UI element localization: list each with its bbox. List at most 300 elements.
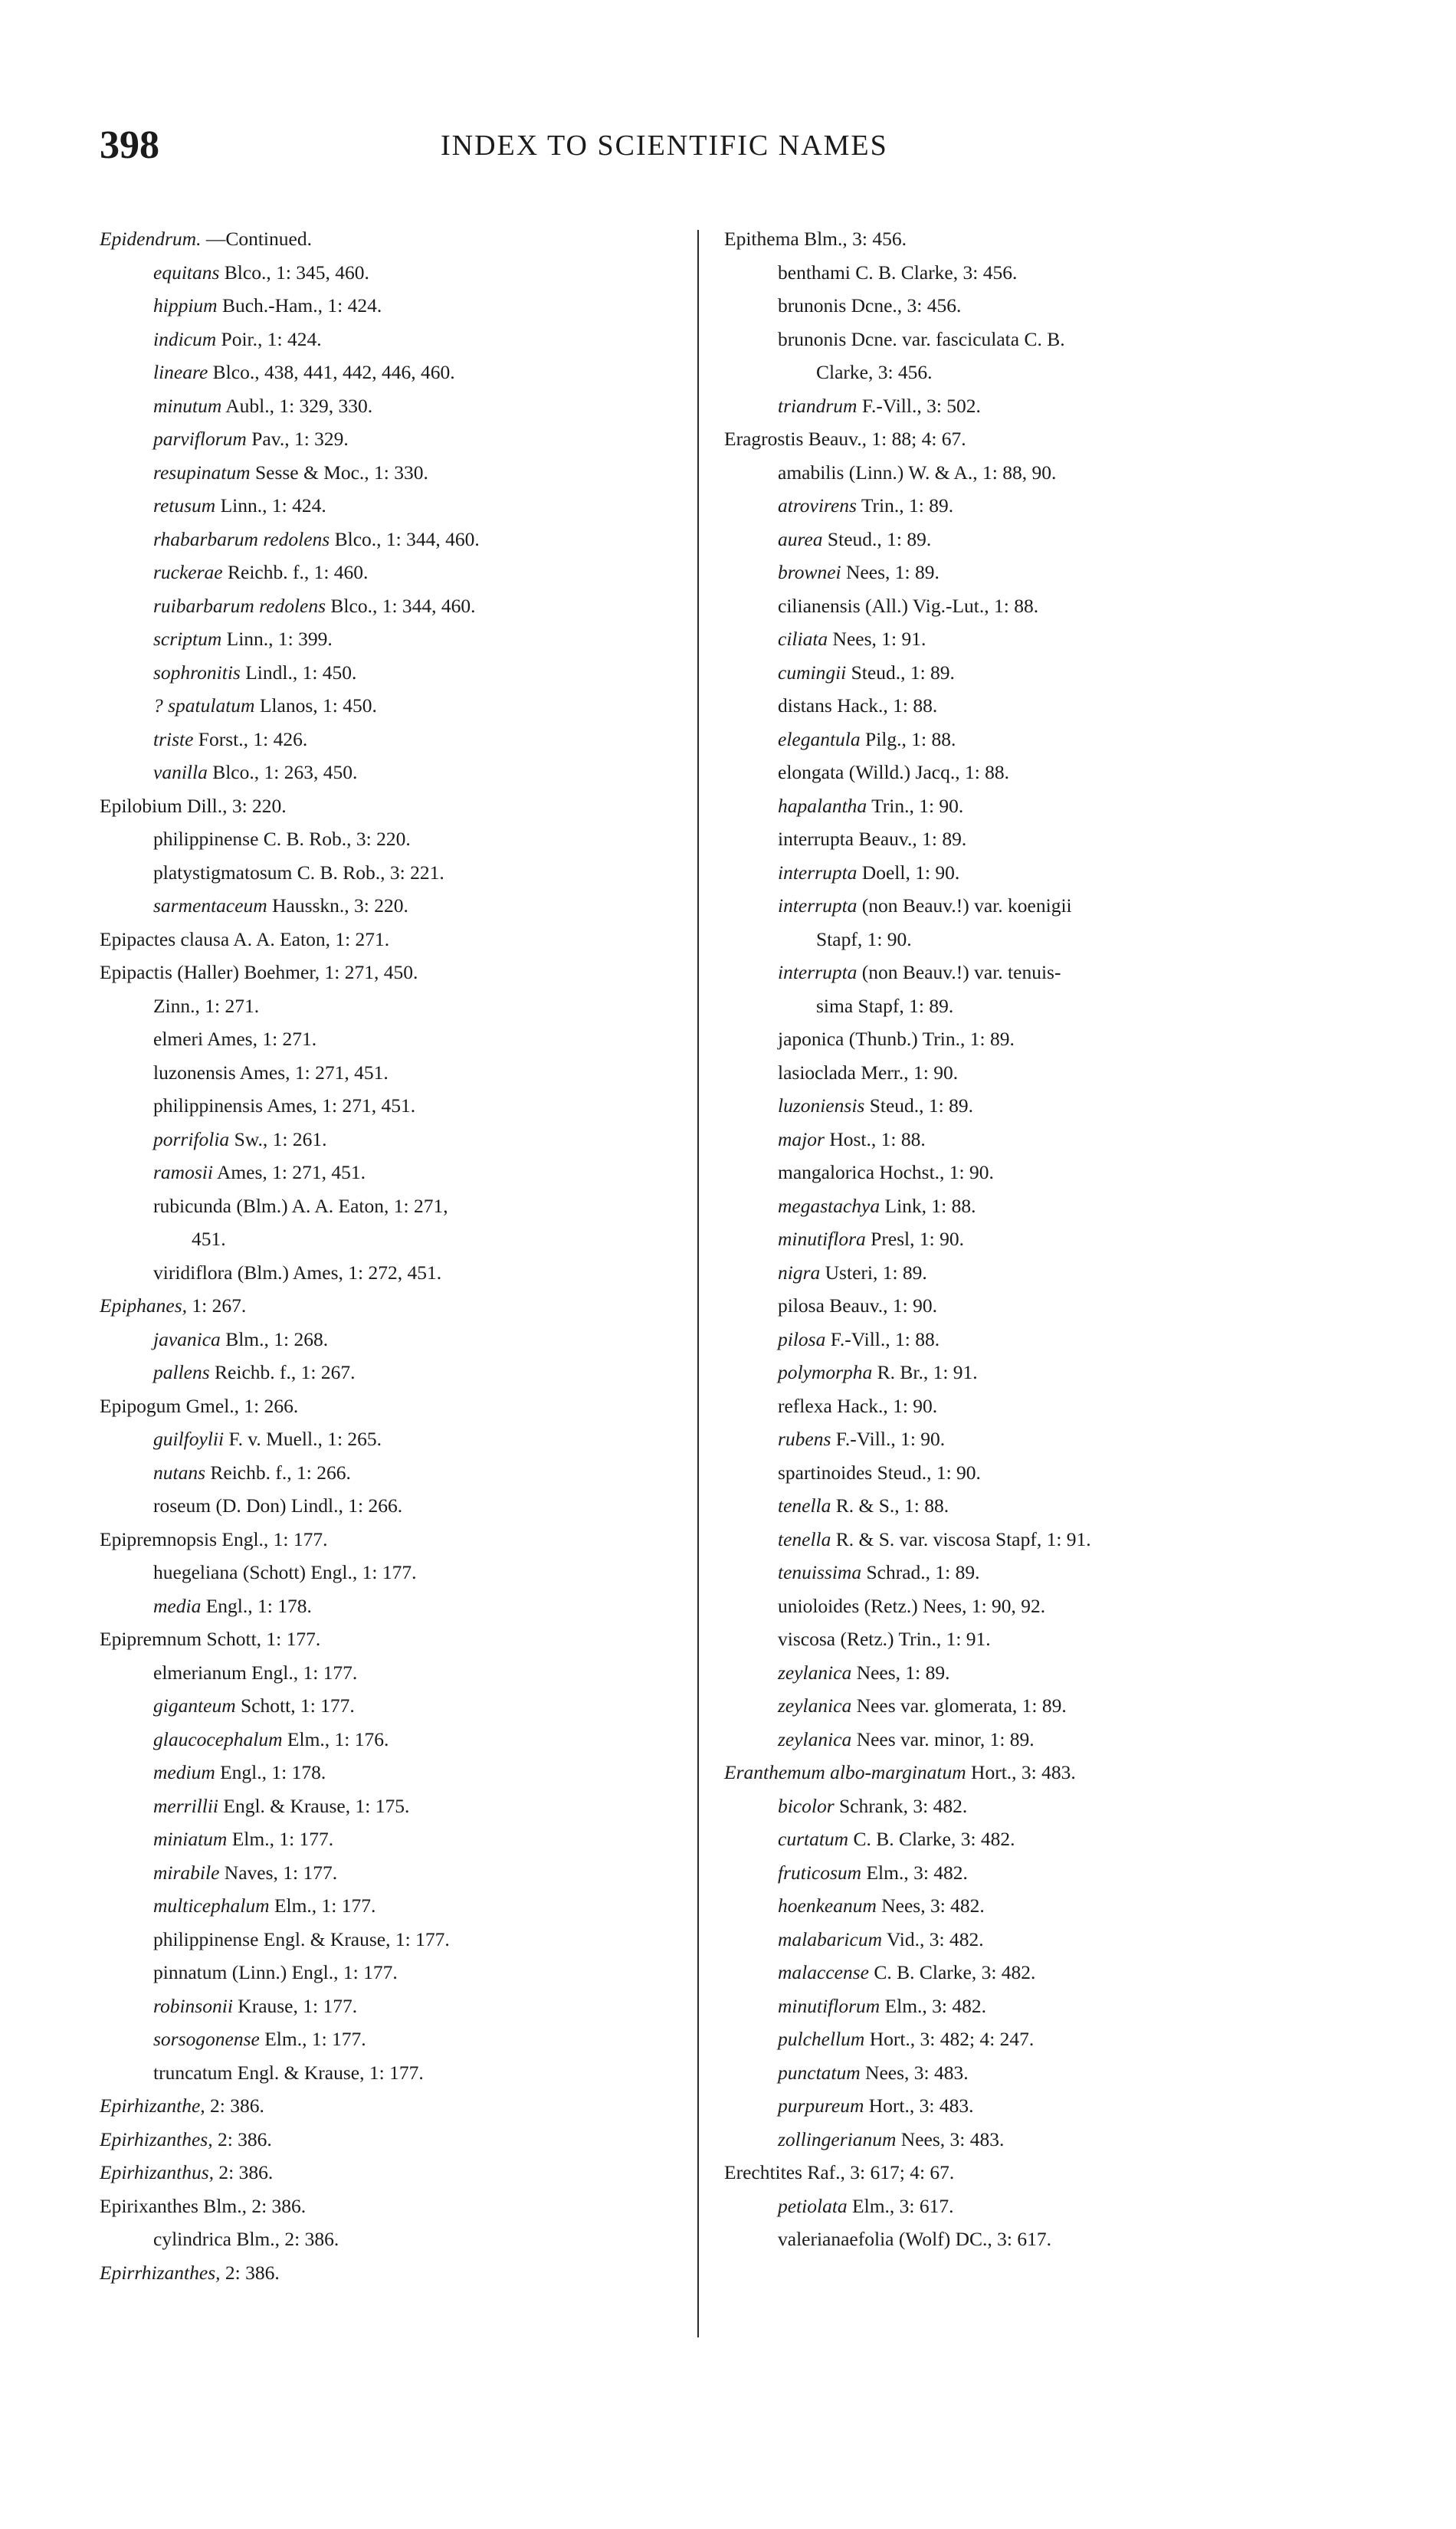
entry-name: philippinense (153, 1927, 259, 1950)
index-entry (724, 2022, 1330, 2056)
index-entry (724, 822, 1330, 856)
entry-reference: Ames, 1: 271. (207, 1028, 317, 1050)
index-entry (100, 1123, 682, 1156)
index-entry (100, 822, 682, 856)
index-entry (100, 1456, 682, 1490)
entry-reference: Schott, 1: 177. (241, 1694, 355, 1717)
entry-name: rhabarbarum redolens (153, 527, 330, 550)
entry-name: elegantula (778, 727, 861, 750)
entry-reference: —Continued. (205, 228, 312, 250)
index-entry (100, 1256, 682, 1290)
entry-name: merrillii (153, 1794, 219, 1817)
index-entry (100, 723, 682, 756)
entry-name: major (778, 1127, 825, 1150)
index-entry (100, 2156, 682, 2190)
entry-reference: Nees, 1: 89. (856, 1661, 950, 1684)
index-entry (100, 256, 682, 290)
index-entry (724, 589, 1330, 623)
index-entry (724, 289, 1330, 323)
entry-continuation: Stapf, 1: 90. (816, 927, 912, 950)
entry-name: Erechtites (724, 2161, 802, 2183)
entry-name: ciliata (778, 628, 828, 650)
entry-name: elmeri (153, 1028, 204, 1050)
index-entry (100, 1589, 682, 1623)
entry-name: philippinensis (153, 1094, 264, 1117)
entry-name: sarmentaceum (153, 894, 267, 917)
entry-reference: Usteri, 1: 89. (825, 1261, 927, 1284)
index-entry (724, 1889, 1330, 1923)
index-entry (724, 1689, 1330, 1723)
index-entry (100, 1923, 682, 1957)
index-entry (724, 2056, 1330, 2090)
entry-name: triandrum (778, 394, 858, 417)
entry-continuation: Zinn., 1: 271. (153, 994, 260, 1017)
entry-reference: Reichb. f., 1: 266. (210, 1461, 351, 1484)
entry-name: purpureum (778, 2094, 864, 2117)
entry-name: punctatum (778, 2061, 861, 2084)
entry-name: atrovirens (778, 494, 857, 517)
entry-reference: Doell, 1: 90. (861, 861, 960, 884)
index-entry (724, 1556, 1330, 1589)
entry-reference: C. B. Rob., 3: 220. (263, 828, 411, 850)
entry-reference: Beauv., 1: 90. (829, 1294, 937, 1317)
index-entry (724, 222, 1330, 256)
entry-name: Epipactis (100, 961, 172, 983)
entry-reference: Sesse & Moc., 1: 330. (254, 461, 428, 484)
entry-name: Eranthemum albo-marginatum (724, 1761, 966, 1783)
entry-reference: Schott, 1: 177. (206, 1628, 321, 1650)
entry-reference: Ames, 1: 271, 451. (239, 1061, 389, 1084)
entry-name: glaucocephalum (153, 1727, 283, 1750)
index-entry (100, 1323, 682, 1356)
entry-reference: Engl., 1: 177. (221, 1527, 328, 1550)
entry-name: mirabile (153, 1861, 220, 1884)
entry-reference: Steud., 1: 89. (869, 1094, 974, 1117)
entry-reference: Elm., 1: 177. (231, 1828, 334, 1850)
index-entry (724, 1589, 1330, 1623)
entry-reference: Dill., 3: 220. (187, 794, 287, 817)
running-title: INDEX TO SCIENTIFIC NAMES (441, 130, 888, 162)
entry-reference: Dcne. var. fasciculata C. B. (851, 327, 1065, 350)
entry-name: malabaricum (778, 1927, 882, 1950)
entry-reference: Beauv., 1: 89. (858, 828, 967, 850)
entry-name: Epipremnum (100, 1628, 202, 1650)
entry-name: huegeliana (153, 1561, 238, 1583)
page-number: 398 (100, 123, 159, 167)
entry-name: ? spatulatum (153, 694, 255, 717)
entry-name: nutans (153, 1461, 206, 1484)
entry-reference: Dcne., 3: 456. (851, 294, 962, 317)
entry-reference: Elm., 3: 482. (866, 1861, 968, 1884)
entry-name: Epilobium (100, 794, 182, 817)
entry-reference: Blm., 3: 456. (804, 228, 907, 250)
index-entry (724, 1256, 1330, 1290)
entry-name: pallens (153, 1361, 210, 1383)
entry-name: porrifolia (153, 1127, 230, 1150)
entry-name: ruibarbarum redolens (153, 594, 326, 617)
entry-name: rubens (778, 1428, 831, 1450)
entry-name: Epiphanes, (100, 1294, 188, 1317)
index-entry (100, 2123, 682, 2157)
entry-reference: Hack., 1: 88. (837, 694, 938, 717)
entry-reference: R. & S. var. viscosa Stapf, 1: 91. (835, 1527, 1091, 1550)
entry-reference: F. v. Muell., 1: 265. (228, 1428, 382, 1450)
index-entry (100, 1523, 682, 1556)
entry-name: brunonis (778, 327, 847, 350)
entry-continuation: sima Stapf, 1: 89. (816, 994, 954, 1017)
entry-reference: Hort., 3: 482; 4: 247. (869, 2028, 1035, 2050)
entry-reference: Ames, 1: 271, 451. (216, 1161, 366, 1183)
index-entry (724, 1089, 1330, 1123)
entry-reference: (D. Don) Lindl., 1: 266. (215, 1494, 403, 1517)
entry-name: minutum (153, 394, 222, 417)
entry-name: pulchellum (778, 2028, 865, 2050)
entry-reference: Blco., 1: 345, 460. (224, 261, 369, 284)
entry-name: giganteum (153, 1694, 236, 1717)
index-entry (100, 2089, 682, 2123)
index-entry (724, 1989, 1330, 2023)
entry-name: interrupta (778, 894, 858, 917)
entry-reference: Blco., 1: 263, 450. (212, 761, 358, 783)
entry-name: multicephalum (153, 1894, 270, 1917)
entry-reference: Linn., 1: 424. (220, 494, 326, 517)
entry-reference: (Wolf) DC., 3: 617. (898, 2228, 1051, 2250)
index-entry (100, 1723, 682, 1757)
entry-name: elmerianum (153, 1661, 247, 1684)
entry-reference: Hochst., 1: 90. (879, 1161, 994, 1183)
index-entry (724, 1156, 1330, 1189)
entry-name: platystigmatosum (153, 861, 293, 884)
entry-reference: Nees, 3: 482. (881, 1894, 985, 1917)
index-entry (100, 1189, 682, 1223)
entry-reference: Nees, 3: 483. (865, 2061, 969, 2084)
right-column (724, 222, 1330, 2256)
index-entry (724, 1756, 1330, 1789)
entry-name: indicum (153, 327, 217, 350)
entry-name: Epipogum (100, 1394, 182, 1417)
index-entry (100, 1756, 682, 1789)
entry-name: lineare (153, 361, 208, 383)
entry-name: brownei (778, 561, 841, 583)
entry-name: Epithema (724, 228, 799, 250)
index-entry (724, 956, 1330, 989)
entry-name: elongata (778, 761, 844, 783)
entry-reference: (non Beauv.!) var. koenigii (861, 894, 1072, 917)
entry-name: interrupta (778, 961, 858, 983)
entry-reference: Engl. & Krause, 1: 177. (237, 2061, 424, 2084)
entry-name: tenuissima (778, 1561, 862, 1583)
index-entry (100, 1622, 682, 1656)
entry-reference: Ames, 1: 271, 451. (267, 1094, 416, 1117)
entry-reference: Raf., 3: 617; 4: 67. (807, 2161, 955, 2183)
index-entry (100, 523, 682, 556)
entry-name: cylindrica (153, 2228, 231, 2250)
entry-name: javanica (153, 1327, 221, 1350)
entry-name: luzonensis (153, 1061, 236, 1084)
index-entry (100, 856, 682, 890)
index-entry (724, 2156, 1330, 2190)
index-entry (100, 456, 682, 490)
entry-reference: Elm., 1: 177. (264, 2028, 366, 2050)
entry-name: unioloides (778, 1594, 860, 1617)
entry-reference: Trin., 1: 90. (871, 794, 964, 817)
entry-name: malaccense (778, 1961, 869, 1983)
entry-reference: Llanos, 1: 450. (259, 694, 377, 717)
entry-name: cumingii (778, 661, 847, 684)
entry-name: retusum (153, 494, 216, 517)
entry-reference: Blm., 1: 268. (225, 1327, 329, 1350)
entry-reference: (Blm.) A. A. Eaton, 1: 271, (236, 1194, 448, 1217)
index-entry (724, 1622, 1330, 1656)
entry-name: Epirixanthes (100, 2194, 198, 2217)
entry-name: Epirhizanthe, (100, 2094, 205, 2117)
entry-reference: Trin., 1: 89. (861, 494, 954, 517)
entry-reference: Reichb. f., 1: 460. (228, 561, 369, 583)
index-entry (724, 1456, 1330, 1490)
index-entry (100, 756, 682, 789)
entry-reference: Krause, 1: 177. (238, 1994, 358, 2017)
entry-reference: Vid., 3: 482. (886, 1927, 984, 1950)
entry-name: mangalorica (778, 1161, 875, 1183)
entry-name: media (153, 1594, 202, 1617)
index-entry (724, 756, 1330, 789)
entry-name: petiolata (778, 2194, 848, 2217)
entry-reference: F.-Vill., 3: 502. (861, 394, 981, 417)
index-entry (724, 2222, 1330, 2256)
index-entry (724, 2123, 1330, 2157)
entry-reference: Merr., 1: 90. (861, 1061, 959, 1084)
index-entry (100, 1656, 682, 1690)
entry-name: aurea (778, 527, 823, 550)
entry-name: zeylanica (778, 1661, 852, 1684)
entry-reference: C. B. Clarke, 3: 456. (855, 261, 1018, 284)
entry-name: spartinoides (778, 1461, 873, 1484)
index-entry (724, 1822, 1330, 1856)
index-entry (100, 489, 682, 523)
entry-name: cilianensis (778, 594, 861, 617)
entry-reference: (Schott) Engl., 1: 177. (242, 1561, 417, 1583)
entry-reference: Buch.-Ham., 1: 424. (221, 294, 382, 317)
entry-name: zollingerianum (778, 2127, 897, 2150)
entry-name: Eragrostis (724, 428, 804, 450)
entry-reference: Linn., 1: 399. (226, 628, 333, 650)
entry-reference: (All.) Vig.-Lut., 1: 88. (865, 594, 1039, 617)
index-entry (724, 1422, 1330, 1456)
entry-reference: Hort., 3: 483. (868, 2094, 974, 2117)
index-entry (100, 1389, 682, 1423)
entry-name: ruckerae (153, 561, 223, 583)
entry-name: vanilla (153, 761, 208, 783)
index-entry (100, 1156, 682, 1189)
index-entry (724, 1222, 1330, 1256)
index-entry (724, 256, 1330, 290)
index-entry (724, 1022, 1330, 1056)
entry-name: Epirrhizanthes, (100, 2261, 221, 2284)
entry-reference: Lindl., 1: 450. (245, 661, 357, 684)
entry-reference: Pav., 1: 329. (251, 428, 349, 450)
entry-reference: (Retz.) Trin., 1: 91. (840, 1628, 991, 1650)
entry-reference: (Linn.) Engl., 1: 177. (231, 1961, 398, 1983)
entry-name: viridiflora (153, 1261, 233, 1284)
index-entry (724, 1323, 1330, 1356)
entry-name: resupinatum (153, 461, 251, 484)
index-entry (724, 1389, 1330, 1423)
index-entry (100, 222, 682, 256)
entry-reference: Elm., 3: 482. (884, 1994, 987, 2017)
entry-reference: Schrank, 3: 482. (839, 1794, 968, 1817)
entry-reference: (Thunb.) Trin., 1: 89. (848, 1028, 1015, 1050)
index-entry (724, 656, 1330, 690)
entry-name: bicolor (778, 1794, 835, 1817)
index-entry (724, 456, 1330, 490)
entry-name: equitans (153, 261, 220, 284)
index-entry (100, 2056, 682, 2090)
index-entry (100, 1822, 682, 1856)
entry-name: philippinense (153, 828, 259, 850)
index-entry (724, 1523, 1330, 1556)
index-entry (724, 689, 1330, 723)
entry-name: pilosa (778, 1327, 826, 1350)
entry-name: fruticosum (778, 1861, 862, 1884)
index-entry (100, 1089, 682, 1123)
entry-reference: Link, 1: 88. (884, 1194, 976, 1217)
entry-reference: R. Br., 1: 91. (877, 1361, 978, 1383)
entry-reference: Gmel., 1: 266. (185, 1394, 299, 1417)
entry-reference: Naves, 1: 177. (224, 1861, 338, 1884)
entry-reference: Blco., 1: 344, 460. (334, 527, 480, 550)
entry-name: zeylanica (778, 1727, 852, 1750)
index-entry (100, 1789, 682, 1823)
entry-continuation: Clarke, 3: 456. (816, 361, 933, 383)
entry-name: valerianaefolia (778, 2228, 894, 2250)
index-entry (100, 1289, 682, 1323)
entry-name: luzoniensis (778, 1094, 865, 1117)
entry-reference: Nees, 1: 91. (832, 628, 926, 650)
entry-reference: Steud., 1: 89. (851, 661, 955, 684)
index-entry (724, 1189, 1330, 1223)
entry-reference: 2: 386. (217, 2127, 272, 2150)
entry-reference: (non Beauv.!) var. tenuis- (861, 961, 1061, 983)
entry-name: rubicunda (153, 1194, 231, 1217)
index-entry (100, 956, 682, 989)
entry-reference: Engl. & Krause, 1: 177. (263, 1927, 450, 1950)
entry-continuation: 451. (192, 1228, 226, 1250)
index-entry (100, 1989, 682, 2023)
entry-reference: Blm., 2: 386. (236, 2228, 339, 2250)
index-entry (724, 1723, 1330, 1757)
entry-reference: Engl., 1: 178. (220, 1761, 326, 1783)
entry-reference: 1: 267. (192, 1294, 247, 1317)
entry-reference: Steud., 1: 89. (827, 527, 932, 550)
entry-reference: Nees, 1: 89. (846, 561, 940, 583)
entry-name: minutiflorum (778, 1994, 880, 2017)
index-entry (100, 1422, 682, 1456)
entry-name: hippium (153, 294, 218, 317)
index-entry (100, 1022, 682, 1056)
entry-name: Epirhizanthus, (100, 2161, 215, 2183)
index-entry (724, 1056, 1330, 1090)
entry-name: miniatum (153, 1828, 228, 1850)
entry-reference: Engl. & Krause, 1: 175. (223, 1794, 410, 1817)
index-entry (724, 789, 1330, 823)
index-entry (724, 889, 1330, 923)
index-entry (100, 389, 682, 423)
index-entry (100, 2256, 682, 2290)
entry-reference: Blco., 438, 441, 442, 446, 460. (212, 361, 455, 383)
entry-name: nigra (778, 1261, 821, 1284)
entry-name: medium (153, 1761, 215, 1783)
index-entry (724, 1489, 1330, 1523)
entry-name: lasioclada (778, 1061, 856, 1084)
index-entry (724, 323, 1330, 356)
entry-name: japonica (778, 1028, 844, 1050)
entry-name: hapalantha (778, 794, 867, 817)
entry-reference: Blco., 1: 344, 460. (330, 594, 476, 617)
entry-reference: 2: 386. (218, 2161, 274, 2183)
entry-reference: (Linn.) W. & A., 1: 88, 90. (848, 461, 1057, 484)
entry-name: curtatum (778, 1828, 849, 1850)
entry-reference: C. B. Clarke, 3: 482. (874, 1961, 1036, 1983)
index-entry (100, 1056, 682, 1090)
index-entry (100, 789, 682, 823)
entry-reference: Poir., 1: 424. (221, 327, 322, 350)
entry-reference: Host., 1: 88. (829, 1127, 926, 1150)
index-entry (100, 889, 682, 923)
index-entry (724, 1356, 1330, 1389)
entry-reference: F.-Vill., 1: 90. (835, 1428, 946, 1450)
entry-reference: Engl., 1: 177. (251, 1661, 358, 1684)
entry-name: Epipremnopsis (100, 1527, 217, 1550)
entry-reference: (Willd.) Jacq., 1: 88. (848, 761, 1010, 783)
entry-reference: Engl., 1: 178. (205, 1594, 312, 1617)
entry-reference: Schrad., 1: 89. (866, 1561, 980, 1583)
index-entry (100, 923, 682, 956)
page-header (100, 123, 1372, 184)
index-entry (724, 489, 1330, 523)
entry-reference: 2: 386. (225, 2261, 280, 2284)
index-entry (100, 1356, 682, 1389)
index-entry (724, 1789, 1330, 1823)
entry-reference: Aubl., 1: 329, 330. (225, 394, 373, 417)
index-entry (724, 422, 1330, 456)
entry-name: tenella (778, 1527, 831, 1550)
index-entry (100, 1556, 682, 1589)
index-entry (724, 856, 1330, 890)
index-entry (724, 1923, 1330, 1957)
index-entry (100, 589, 682, 623)
entry-reference: R. & S., 1: 88. (835, 1494, 949, 1517)
index-entry (100, 2190, 682, 2223)
entry-name: robinsonii (153, 1994, 233, 2017)
index-entry (724, 523, 1330, 556)
entry-name: triste (153, 727, 194, 750)
entry-name: sophronitis (153, 661, 241, 684)
entry-reference: (Haller) Boehmer, 1: 271, 450. (177, 961, 418, 983)
index-entry (724, 1856, 1330, 1890)
entry-reference: Forst., 1: 426. (198, 727, 308, 750)
entry-name: polymorpha (778, 1361, 873, 1383)
left-column (100, 222, 682, 2289)
entry-reference: C. B. Rob., 3: 221. (297, 861, 444, 884)
index-entry (100, 656, 682, 690)
entry-reference: 2: 386. (210, 2094, 264, 2117)
index-entry (724, 389, 1330, 423)
index-entry (724, 1656, 1330, 1690)
index-entry (100, 2222, 682, 2256)
entry-reference: Steud., 1: 90. (877, 1461, 981, 1484)
index-entry (100, 323, 682, 356)
entry-reference: (Blm.) Ames, 1: 272, 451. (237, 1261, 442, 1284)
